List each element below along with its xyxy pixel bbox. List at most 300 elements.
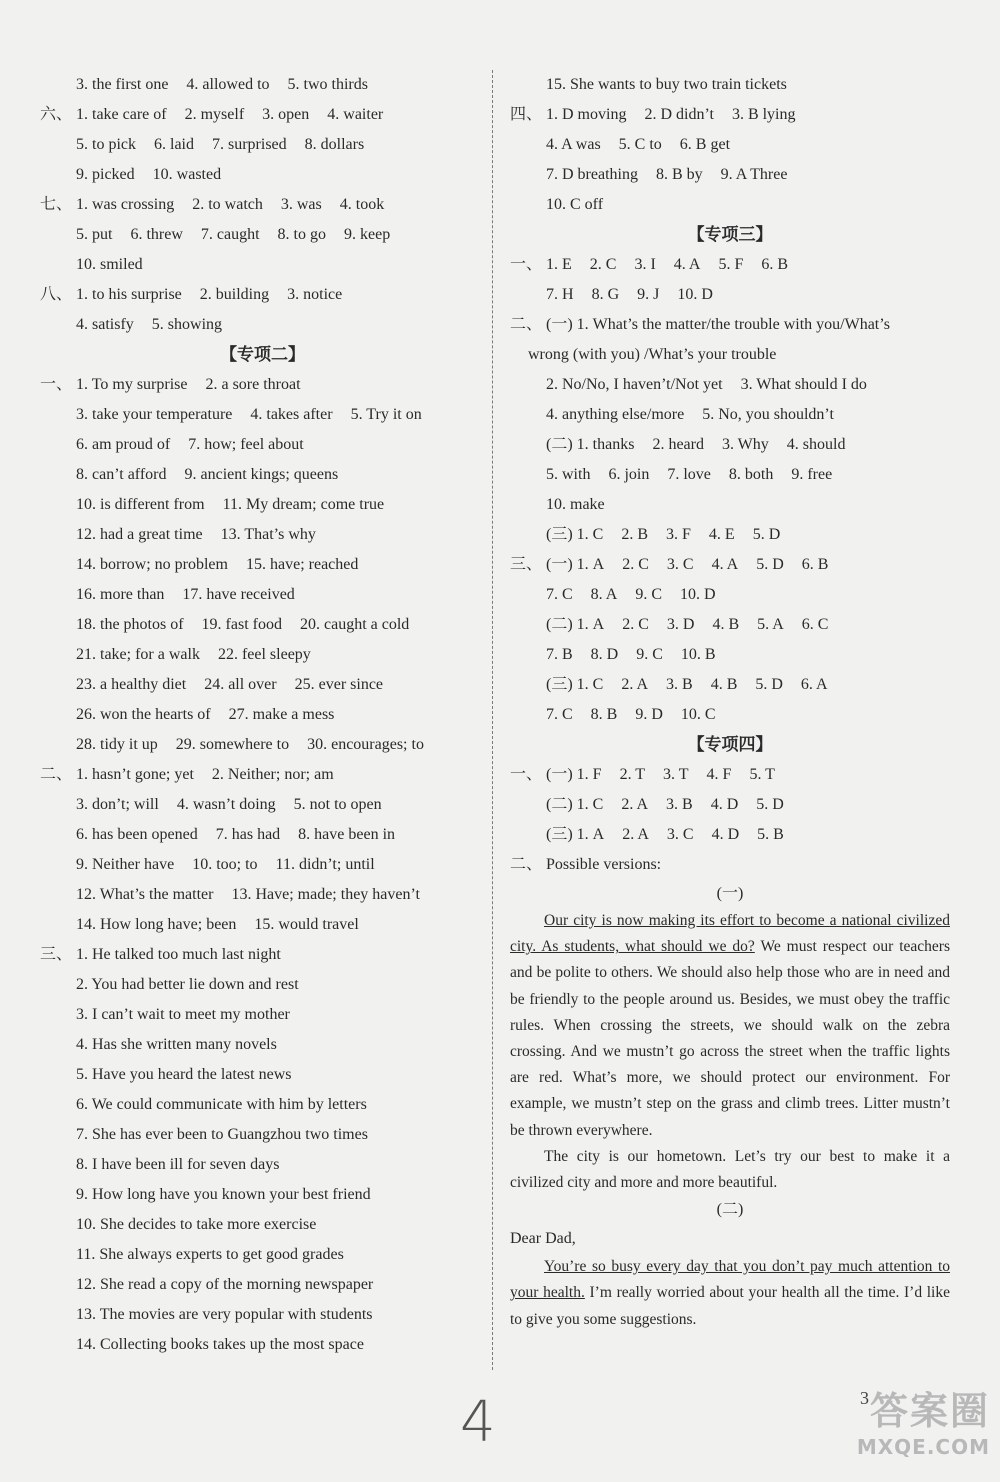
answer-item: wrong (with you) /What’s your trouble [528,346,777,363]
answer-item: 4. waiter [327,106,384,123]
question-group-marker: 八、 [40,286,73,303]
answer-items [76,790,400,820]
answer-line [510,760,950,790]
answer-item: 10. C off [546,196,604,213]
answer-item: 8. to go [277,226,326,243]
answer-item: 10. smiled [76,256,143,273]
answer-item: 18. the photos of [76,616,184,633]
answer-item: 21. take; for a walk [76,646,200,663]
answer-item: 3. What should I do [740,376,867,393]
answer-items [76,850,393,880]
answer-item: 3. T [663,766,689,783]
answer-item: 13. That’s why [220,526,316,543]
answer-item: 5. B [757,826,784,843]
answer-item: 15. She wants to buy two train tickets [546,76,787,93]
answer-line [40,400,485,430]
answer-line [510,340,950,370]
answer-item: 26. won the hearts of [76,706,211,723]
answer-item: 3. I [634,256,656,273]
answer-items [546,610,846,640]
answer-line [40,70,485,100]
answer-items [76,610,427,640]
answer-line [510,640,950,670]
answer-items [76,1240,362,1270]
answer-item: 2. A [621,796,649,813]
answer-item: Possible versions: [546,856,662,873]
right-column [510,70,950,1333]
answer-line [40,460,485,490]
answer-item: 6. am proud of [76,436,171,453]
answer-item: 2. D didn’t [644,106,714,123]
answer-line [510,430,950,460]
answer-item: 8. D [590,646,619,663]
answer-item: 5. T [749,766,775,783]
answer-item: (一) 1. F [546,766,602,783]
answer-items [76,460,356,490]
answer-item: 2. C [589,256,617,273]
answer-item: 4. took [339,196,385,213]
section-heading: 【专项二】 [220,345,305,365]
answer-line [510,130,950,160]
answer-line [510,700,950,730]
answer-item: 7. caught [200,226,260,243]
answer-item: 3. open [262,106,310,123]
answer-items [76,1300,391,1330]
answer-items [76,1330,382,1360]
answer-items [76,880,438,910]
answer-item: 29. somewhere to [175,736,290,753]
answer-item: 10. B [680,646,716,663]
answer-item: 8. have been in [298,826,396,843]
answer-item: 4. A [673,256,701,273]
answer-item: 5. with [546,466,591,483]
answer-item: 4. allowed to [186,76,270,93]
question-group-marker: 二、 [510,856,543,873]
watermark-logo [840,1380,990,1459]
answer-items [546,250,806,280]
answer-line [40,580,485,610]
answer-item: 3. C [666,826,694,843]
answer-line [510,400,950,430]
answer-item: 5. Try it on [350,406,422,423]
answer-item: 1. To my surprise [76,376,188,393]
answer-line [40,670,485,700]
answer-item: 4. D [710,796,739,813]
answer-line [40,970,485,1000]
answer-item: 8. can’t afford [76,466,167,483]
answer-items [76,100,401,130]
answer-line [40,130,485,160]
answer-item: 5. put [76,226,113,243]
answer-line [510,610,950,640]
answer-line [40,850,485,880]
answer-item: 8. I have been ill for seven days [76,1156,280,1173]
answer-item: 5. showing [151,316,223,333]
answer-item: 27. make a mess [228,706,335,723]
answer-items [76,580,313,610]
answer-items [76,220,408,250]
answer-line [40,550,485,580]
answer-line [40,490,485,520]
answer-item: 28. tidy it up [76,736,158,753]
answer-item: 1. was crossing [76,196,175,213]
answer-item: 2. to watch [192,196,263,213]
answer-items [546,580,734,610]
answer-line [40,730,485,760]
answer-line [40,880,485,910]
answer-item: 4. B [712,616,740,633]
answer-item: (一) 1. A [546,556,605,573]
answer-item: 9. free [791,466,833,483]
answer-item: 1. hasn’t gone; yet [76,766,194,783]
answer-line [510,520,950,550]
answer-item: 6. C [801,616,829,633]
answer-items [546,130,748,160]
answer-line [510,370,950,400]
answer-item: 5. A [757,616,784,633]
answer-item: 3. the first one [76,76,169,93]
answer-line [40,610,485,640]
answer-items [76,130,382,160]
answer-item: 4. B [710,676,738,693]
answer-item: 12. She read a copy of the morning newspaper [76,1276,374,1293]
section-heading: 【专项三】 [687,225,773,245]
answer-item: 7. H [546,286,574,303]
answer-line [40,100,485,130]
answer-item: 22. feel sleepy [217,646,311,663]
watermark-text: 答案圈 [869,1389,990,1433]
answer-items [76,970,317,1000]
answer-item: 2. a sore throat [205,376,301,393]
answer-items [546,70,805,100]
answer-item: 11. She always experts to get good grades [76,1246,344,1263]
answer-item: 7. B [546,646,573,663]
answer-item: 5. to pick [76,136,136,153]
answer-items [546,490,623,520]
section-heading: 【专项四】 [687,735,773,755]
answer-item: 5. C to [618,136,662,153]
answer-item: 30. encourages; to [307,736,424,753]
answer-item: 12. What’s the matter [76,886,214,903]
answer-item: 1. E [546,256,572,273]
answer-item: 7. C [546,706,573,723]
answer-item: 8. G [591,286,620,303]
answer-item: 5. D [756,796,784,813]
answer-item: 3. B [666,796,693,813]
answer-items [546,160,805,190]
page-number: 4 [460,1390,496,1455]
answer-item: (一) 1. What’s the matter/the trouble with you/What’s [546,316,890,333]
answer-item: (三) 1. C [546,676,604,693]
answer-item: 3. was [280,196,322,213]
answer-item: 3. D [666,616,695,633]
answer-item: 8. dollars [304,136,365,153]
answer-item: 6. has been opened [76,826,198,843]
answer-items [546,310,908,340]
answer-items [546,460,850,490]
answer-item: 24. all over [204,676,277,693]
answer-item: 10. too; to [192,856,258,873]
answer-item: 13. The movies are very popular with students [76,1306,373,1323]
essay1-paragraph2: The city is our hometown. Let’s try our best to make it a civilized city and more and more beautiful. [510,1147,950,1192]
answer-items [546,370,885,400]
watermark-url: MXQE.COM [856,1435,990,1459]
answer-items [546,400,852,430]
answer-item: 19. fast food [201,616,282,633]
answer-item: 5. Have you heard the latest news [76,1066,292,1083]
answer-item: 5. D [756,556,784,573]
answer-item: 10. D [680,586,716,603]
answer-items [546,550,846,580]
question-group-marker: 六、 [40,106,73,123]
answer-item: 2. No/No, I haven’t/Not yet [546,376,723,393]
answer-item: (二) 1. thanks [546,436,635,453]
answer-item: 6. A [800,676,828,693]
answer-item: 2. C [622,556,649,573]
answer-line [40,1150,485,1180]
answer-item: 3. B [666,676,693,693]
answer-item: 5. D [755,676,783,693]
answer-line [40,250,485,280]
essay2-paragraph1 [510,1254,950,1333]
answer-item: 5. D [752,526,781,543]
answer-items [546,790,802,820]
essay2-body: I’m really worried about your health all the time. I’d like to give you some suggestions. [510,1284,950,1328]
answer-line [40,1180,485,1210]
answer-item: 9. Neither have [76,856,175,873]
essay2-label: (二) [716,1201,744,1219]
answer-item: 6. B get [679,136,731,153]
answer-items [76,520,334,550]
answer-items [76,1120,386,1150]
answer-item: 7. She has ever been to Guangzhou two times [76,1126,368,1143]
answer-item: 6. threw [130,226,183,243]
answer-item: 9. C [635,586,663,603]
answer-line [40,790,485,820]
answer-items [546,820,802,850]
answer-item: 9. How long have you known your best friend [76,1186,371,1203]
question-group-marker: 七、 [40,196,73,213]
answer-item: 1. D moving [546,106,627,123]
left-column [40,70,485,1360]
answer-line [510,190,950,220]
answer-item: 4. F [706,766,732,783]
answer-item: 4. D [711,826,740,843]
answer-item: (二) 1. A [546,616,605,633]
answer-items [76,820,413,850]
answer-line [40,220,485,250]
answer-items [76,550,376,580]
answer-item: 9. A Three [720,166,788,183]
answer-item: 9. keep [344,226,391,243]
answer-item: 7. how; feel about [188,436,304,453]
answer-line [510,460,950,490]
answer-line [510,550,950,580]
answer-item: 2. T [619,766,646,783]
answer-item: 11. My dream; come true [222,496,385,513]
answer-item: 10. C [680,706,716,723]
answer-item: 9. D [635,706,663,723]
answer-item: 3. F [666,526,691,543]
question-group-marker: 三、 [510,556,543,573]
answer-items [76,1090,385,1120]
essay1-paragraph1 [510,908,950,1144]
answer-line [510,100,950,130]
answer-line [40,1210,485,1240]
answer-item: 4. Has she written many novels [76,1036,277,1053]
answer-line [40,700,485,730]
answer-item: 2. B [621,526,649,543]
answer-item: 3. don’t; will [76,796,159,813]
answer-item: 12. had a great time [76,526,203,543]
answer-item: 2. Neither; nor; am [211,766,334,783]
answer-item: 3. Why [721,436,769,453]
answer-item: 23. a healthy diet [76,676,187,693]
answer-items [76,1270,391,1300]
answer-items [76,310,240,340]
answer-item: 6. B [801,556,829,573]
answer-items [76,430,322,460]
answer-item: 3. B lying [731,106,796,123]
answer-line [40,640,485,670]
answer-items [76,70,386,100]
essay1-label: (一) [716,885,744,902]
answer-items [546,700,734,730]
answer-line [510,280,950,310]
column-divider [492,70,493,1370]
answer-line [510,580,950,610]
answer-items [76,490,402,520]
essay2-underlined: You’re so busy every day that you don’t pay much attention to your health. [510,1258,950,1302]
answer-item: 1. to his surprise [76,286,182,303]
answer-line [40,1330,485,1360]
right-answer-lines [510,70,950,880]
answer-item: 4. takes after [250,406,333,423]
answer-item: 2. A [622,826,649,843]
answer-items [546,520,798,550]
answer-line [40,820,485,850]
answer-line [40,1000,485,1030]
answer-line [40,1120,485,1150]
answer-line [40,1030,485,1060]
question-group-marker: 一、 [510,766,543,783]
answer-line [510,250,950,280]
answer-item: 8. B by [655,166,703,183]
answer-line [40,1270,485,1300]
answer-line [510,850,950,880]
answer-item: 4. should [786,436,846,453]
question-group-marker: 四、 [510,106,543,123]
answer-items [76,190,402,220]
answer-item: 6. We could communicate with him by letters [76,1096,367,1113]
corner-page-number: 3 [860,1388,869,1408]
answer-line [510,70,950,100]
answer-items [546,670,846,700]
answer-item: 5. two thirds [287,76,368,93]
answer-item: 14. Collecting books takes up the most space [76,1336,364,1353]
answer-item: 7. has had [215,826,281,843]
answer-item: 5. F [718,256,744,273]
answer-item: 1. take care of [76,106,167,123]
answer-item: 14. How long have; been [76,916,237,933]
answer-item: 5. not to open [293,796,382,813]
answer-line [510,490,950,520]
answer-items [76,910,377,940]
answer-line [40,310,485,340]
answer-items [76,700,352,730]
answer-item: 1. He talked too much last night [76,946,281,963]
answer-item: 4. A [711,556,739,573]
answer-items [546,640,734,670]
question-group-marker: 一、 [510,256,543,273]
answer-line [40,370,485,400]
answer-item: 9. ancient kings; queens [184,466,339,483]
answer-items [546,760,793,790]
answer-item: 5. No, you shouldn’t [702,406,834,423]
answer-item: 7. D breathing [546,166,638,183]
answer-item: 3. notice [287,286,343,303]
answer-line [510,820,950,850]
answer-items [76,1000,308,1030]
answer-item: 4. E [708,526,735,543]
answer-item: 6. laid [154,136,194,153]
answer-item: 3. I can’t wait to meet my mother [76,1006,290,1023]
answer-item: 15. would travel [254,916,359,933]
answer-items [546,280,731,310]
answer-item: 2. building [199,286,270,303]
answer-items [76,670,401,700]
answer-items [76,1030,295,1060]
answer-item: 4. A was [546,136,601,153]
answer-item: 9. J [637,286,660,303]
answer-item: 11. didn’t; until [275,856,375,873]
answer-item: 6. B [761,256,789,273]
answer-item: 2. A [621,676,649,693]
answer-item: 8. B [590,706,618,723]
answer-line [40,1090,485,1120]
essay2-salutation: Dear Dad, [510,1230,576,1248]
answer-item: 2. C [622,616,649,633]
question-group-marker: 二、 [510,316,543,333]
answer-item: 4. anything else/more [546,406,685,423]
essay1-body: We must respect our teachers and be polite to others. We should also help those who are in need and be friendly to the people around us. Besides, we must obey the traffic rules. When crossing the streets, we should walk on the zebra crossing. And we mustn’t go across the street when the traffic lights are red. What’s more, we should protect our environment. For example, we mustn’t step on the grass and climb trees. Litter mustn’t be thrown everywhere. [510,938,951,1139]
answer-items [546,190,621,220]
answer-items [546,100,814,130]
answer-item: 16. more than [76,586,165,603]
answer-items [76,730,442,760]
answer-item: 10. make [546,496,605,513]
essay1-underlined: Our city is now making its effort to become a national civilized city. As students, what should we do? [510,912,950,956]
answer-item: 3. C [666,556,694,573]
answer-items [76,160,239,190]
answer-line [40,430,485,460]
answer-items [76,400,440,430]
answer-line [40,760,485,790]
answer-item: 10. She decides to take more exercise [76,1216,317,1233]
answer-line [510,160,950,190]
answer-line [40,160,485,190]
answer-item: 9. C [636,646,663,663]
answer-item: 9. picked [76,166,135,183]
answer-item: 3. take your temperature [76,406,233,423]
answer-line [40,1060,485,1090]
answer-items [76,940,299,970]
answer-items [76,1150,297,1180]
answer-item: 7. C [546,586,573,603]
answer-item: 10. D [677,286,713,303]
question-group-marker: 一、 [40,376,73,393]
answer-items [546,850,679,880]
